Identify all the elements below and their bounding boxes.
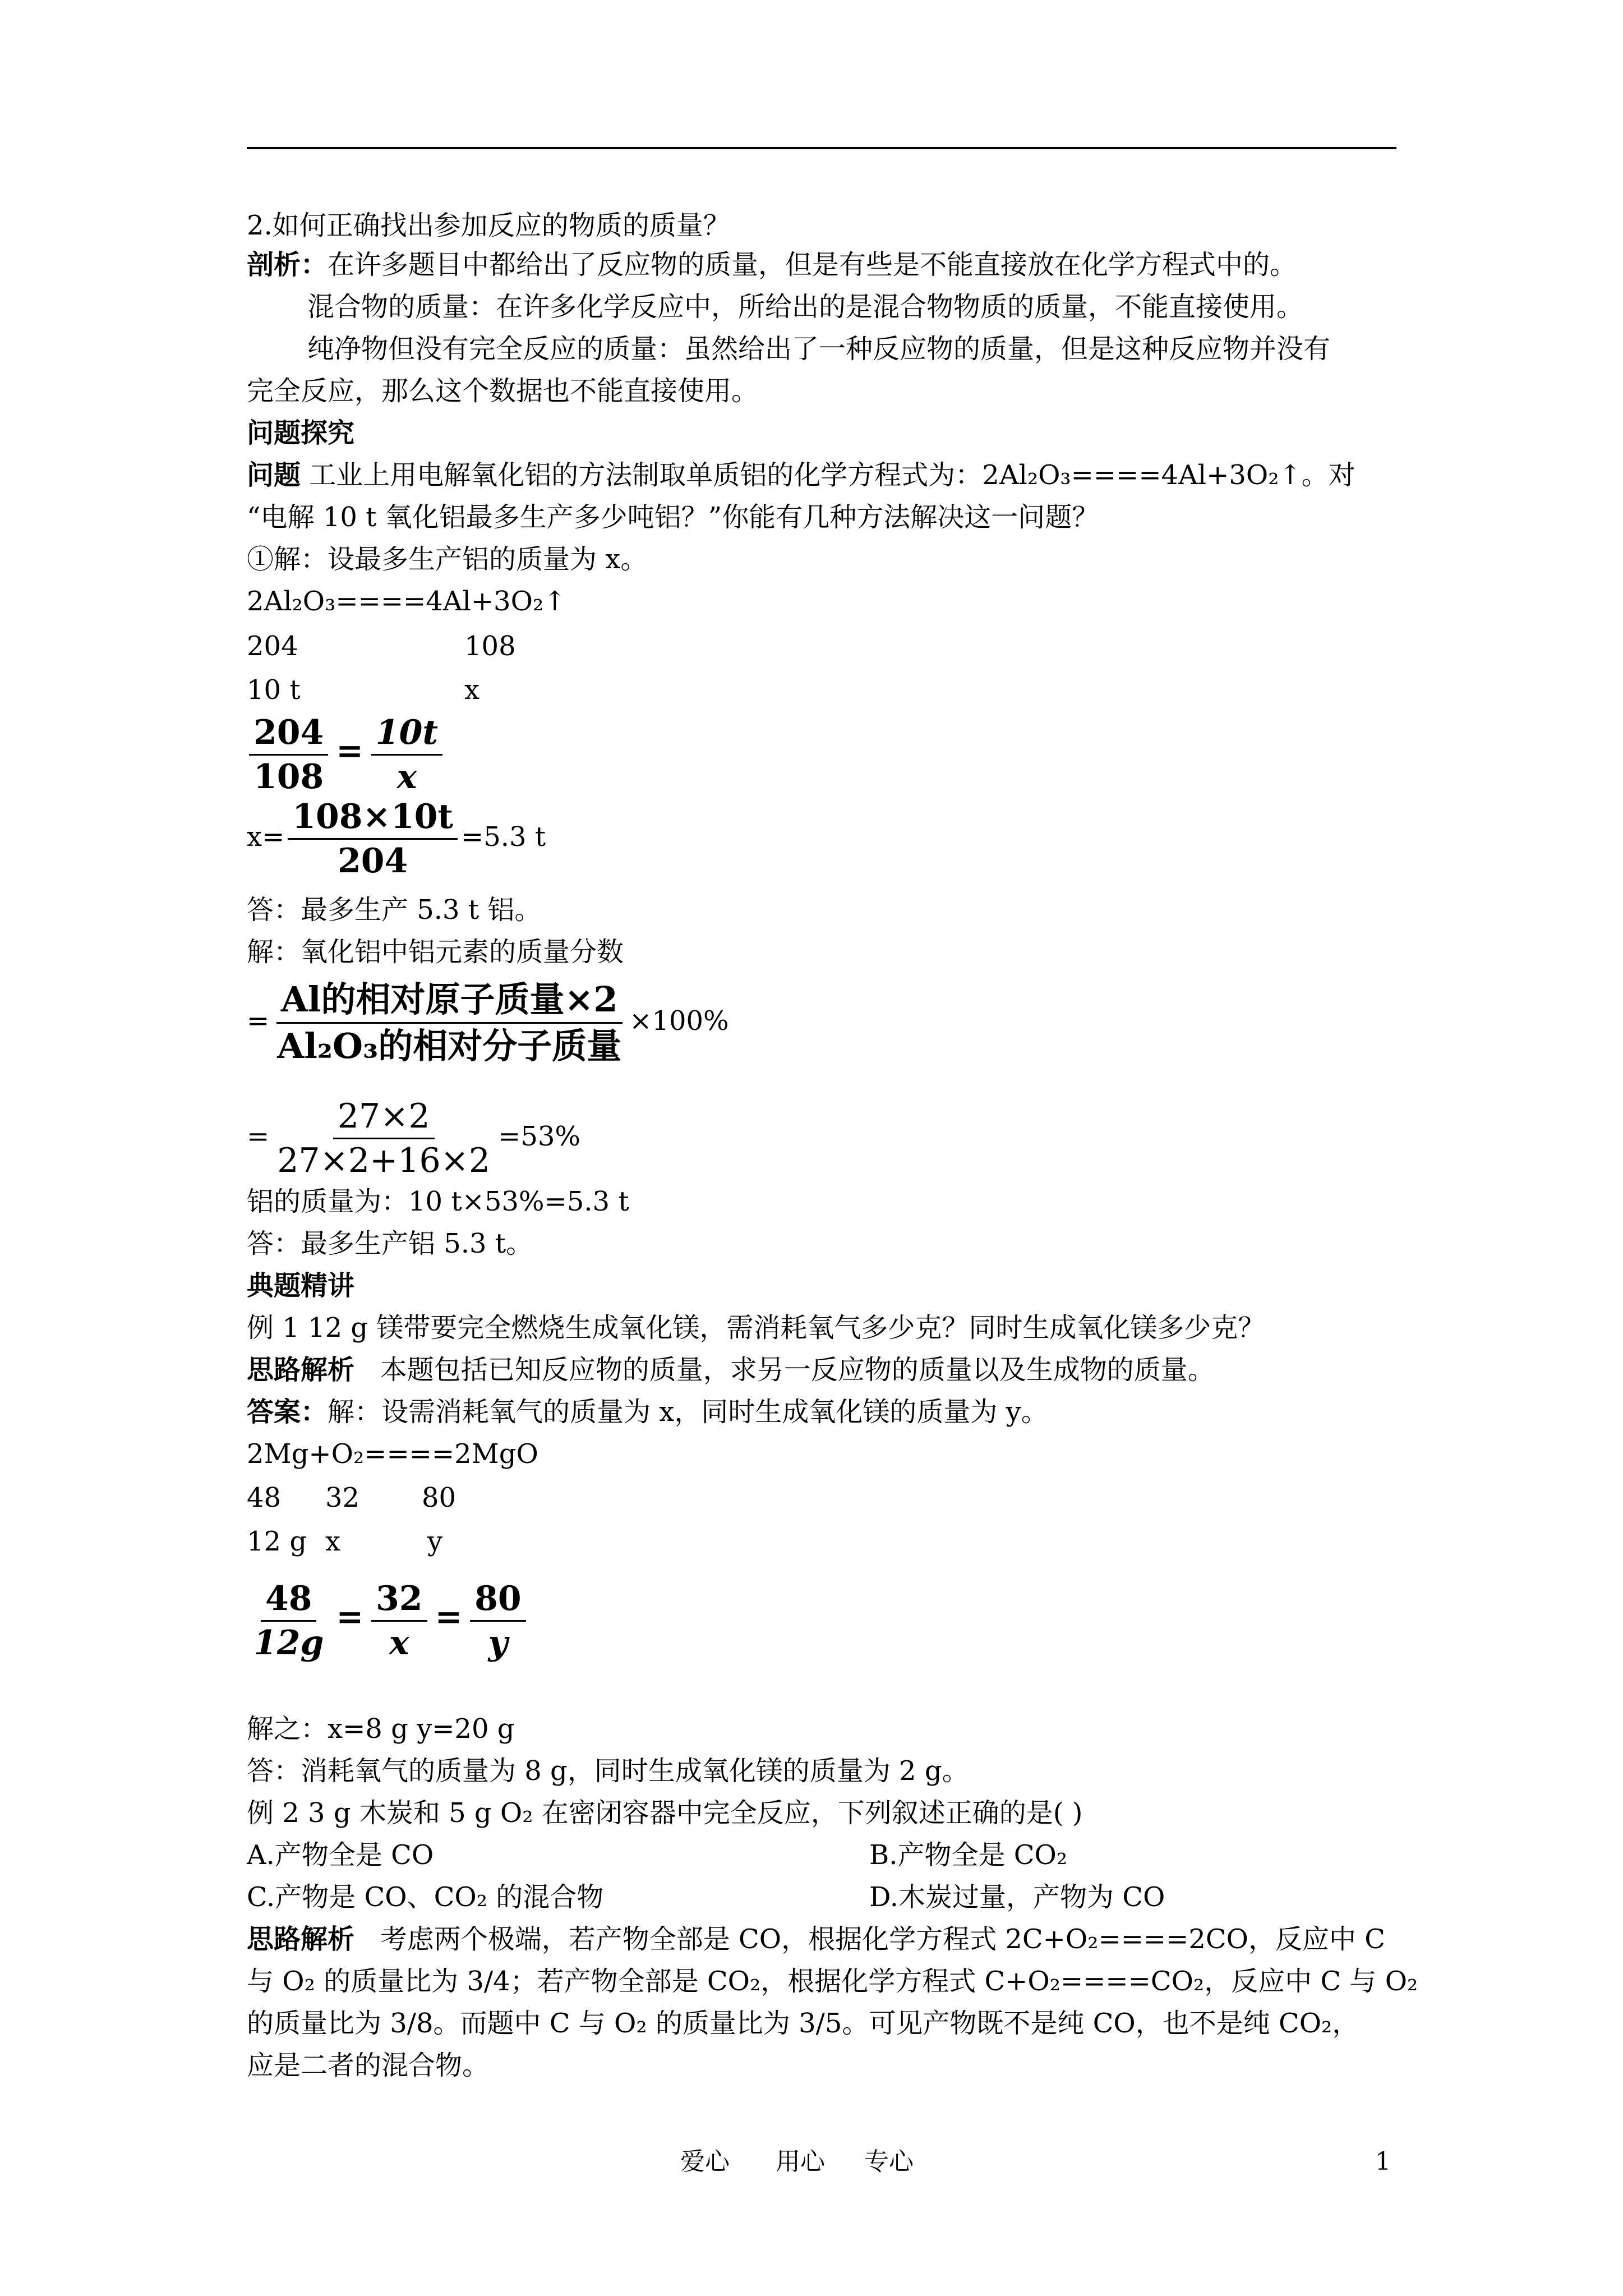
option-a: A.产物全是 CO <box>247 1839 434 1871</box>
answer-1: 答：最多生产 5.3 t 铝。 <box>247 894 542 926</box>
molar-al2o3: 204 <box>247 631 298 662</box>
fraction-80-y: $\frac{80}{y}$ <box>470 1577 526 1664</box>
option-d: D.木炭过量，产物为 CO <box>869 1881 1165 1913</box>
mass-fraction-formula: = $\frac{\text{Al的相对原子质量×2}}{\text{Al₂O₃的相对分子质量}}$ ×100% <box>247 977 729 1069</box>
given-x: x <box>464 674 480 706</box>
idea2-line-4: 应是二者的混合物。 <box>247 2050 490 2081</box>
analysis-text: 在许多题目中都给出了反应物的质量，但是有些是不能直接放在化学方程式中的。 <box>328 249 1297 280</box>
fraction-32-x: $\frac{32}{x}$ <box>371 1577 427 1664</box>
solve-line: 解之：x=8 g y=20 g <box>247 1713 515 1745</box>
given-10t: 10 t <box>247 674 301 706</box>
fraction-204-108: $\frac{204}{108}$ <box>249 711 328 798</box>
pure-line-2: 完全反应，那么这个数据也不能直接使用。 <box>247 375 759 407</box>
fraction-al-mass-fraction: $\frac{\text{Al的相对原子质量×2}}{\text{Al₂O₃的相对分子质量}}$ <box>273 977 626 1069</box>
section-examples: 典题精讲 <box>247 1270 355 1301</box>
problem-label: 问题 <box>247 459 301 491</box>
answer-2: 答：最多生产铝 5.3 t。 <box>247 1228 533 1259</box>
footer-slogan-2: 用心 <box>776 2147 825 2176</box>
x-calculation: x= $\frac{108\times 10t}{204}$ =5.3 t <box>247 795 546 882</box>
fraction-48-12g: $\frac{48}{12g}$ <box>249 1577 328 1664</box>
mass-fraction-value: = $\frac{27\times 2}{27\times 2+16\times 2}$ =53% <box>247 1095 580 1182</box>
al-mass: 铝的质量为：10 t×53%=5.3 t <box>247 1186 629 1217</box>
answer-label: 答案： <box>247 1396 328 1428</box>
q2-title: 2.如何正确找出参加反应的物质的质量？ <box>247 210 730 241</box>
equation-1: 2Al₂O₃====4Al+3O₂↑ <box>247 586 566 617</box>
problem-text-1: 工业上用电解氧化铝的方法制取单质铝的化学方程式为：2Al₂O₃====4Al+3O₂↑。对 <box>309 459 1355 491</box>
example-1: 例 1 12 g 镁带要完全燃烧生成氧化镁，需消耗氧气多少克？同时生成氧化镁多少克？ <box>247 1312 1265 1343</box>
fraction-27x2: $\frac{27\times 2}{27\times 2+16\times 2}$ <box>273 1095 495 1182</box>
solution2-intro: 解：氧化铝中铝元素的质量分数 <box>247 936 624 968</box>
answer-line: 答案：解：设需消耗氧气的质量为 x，同时生成氧化镁的质量为 y。 <box>247 1396 1048 1428</box>
idea2-line-3: 的质量比为 3/8。而题中 C 与 O₂ 的质量比为 3/5。可见产物既不是纯 CO，也不是纯 CO₂， <box>247 2008 1359 2039</box>
molar-al: 108 <box>464 631 516 662</box>
problem-line-1 <box>247 458 1355 492</box>
proportion-2: $\frac{48}{12g}$ = $\frac{32}{x}$ = $\frac{80}{y}$ <box>246 1577 529 1664</box>
header-rule <box>247 147 1396 149</box>
example-2: 例 2 3 g 木炭和 5 g O₂ 在密闭容器中完全反应，下列叙述正确的是( ) <box>247 1797 1083 1829</box>
fraction-10t-x: $\frac{10t}{x}$ <box>371 711 442 798</box>
proportion-1: $\frac{204}{108}$ = $\frac{10t}{x}$ <box>246 711 446 798</box>
idea2-line-1: 思路解析 考虑两个极端，若产物全部是 CO，根据化学方程式 2C+O₂====2CO，反应中 C <box>247 1924 1385 1955</box>
answer-3: 答：消耗氧气的质量为 8 g，同时生成氧化镁的质量为 2 g。 <box>247 1755 969 1787</box>
option-c: C.产物是 CO、CO₂ 的混合物 <box>247 1881 604 1913</box>
idea-label: 思路解析 <box>247 1354 355 1386</box>
idea2-line-2: 与 O₂ 的质量比为 3/4；若产物全部是 CO₂，根据化学方程式 C+O₂====CO₂，反应中 C 与 O₂ <box>247 1966 1418 1997</box>
analysis-label: 剖析： <box>247 249 328 280</box>
idea-line-1: 思路解析 本题包括已知反应物的质量，求另一反应物的质量以及生成物的质量。 <box>247 1354 1215 1386</box>
equation-2: 2Mg+O₂====2MgO <box>247 1438 538 1470</box>
problem-line-2: “电解 10 t 氧化铝最多生产多少吨铝？”你能有几种方法解决这一问题？ <box>247 501 1099 533</box>
footer-slogan-1: 爱心 <box>680 2147 730 2176</box>
solution1-intro: ①解：设最多生产铝的质量为 x。 <box>247 544 648 575</box>
footer-slogan-3: 专心 <box>864 2147 914 2176</box>
pure-line-1: 纯净物但没有完全反应的质量：虽然给出了一种反应物的质量，但是这种反应物并没有 <box>307 333 1331 365</box>
fraction-108x10t-204: $\frac{108\times 10t}{204}$ <box>288 795 458 882</box>
section-explore: 问题探究 <box>247 417 355 449</box>
idea2-label: 思路解析 <box>247 1924 355 1955</box>
analysis-line <box>247 248 1297 282</box>
page-number: 1 <box>1375 2147 1391 2176</box>
mixture-line: 混合物的质量：在许多化学反应中，所给出的是混合物物质的质量，不能直接使用。 <box>307 291 1304 323</box>
option-b: B.产物全是 CO₂ <box>869 1839 1068 1871</box>
